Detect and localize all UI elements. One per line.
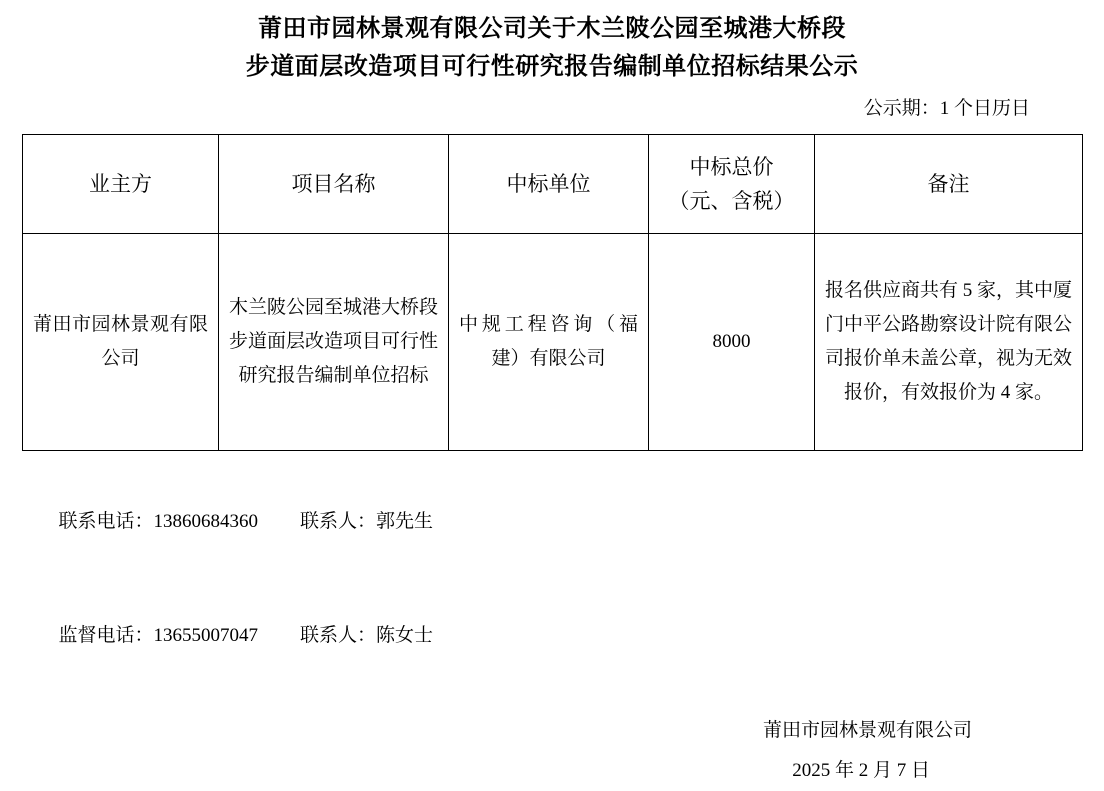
column-header-winner: 中标单位 bbox=[449, 135, 649, 234]
page-title bbox=[22, 0, 1082, 86]
contact-person-value: 郭先生 bbox=[376, 511, 434, 532]
table-header bbox=[23, 135, 1083, 234]
contact-phone-row bbox=[30, 465, 1082, 579]
table-row bbox=[23, 234, 1083, 451]
column-header-remark: 备注 bbox=[815, 135, 1083, 234]
supervise-phone-label: 监督电话： bbox=[58, 625, 154, 646]
signature-company: 莆田市园林景观有限公司 bbox=[762, 720, 972, 741]
cell-winner: 中规工程咨询（福建）有限公司 bbox=[449, 234, 649, 451]
page-title-line-1: 莆田市园林景观有限公司关于木兰陂公园至城港大桥段 bbox=[258, 16, 846, 42]
contact-person-label: 联系人： bbox=[300, 511, 377, 532]
bid-result-table bbox=[22, 134, 1083, 451]
table-header-row bbox=[23, 135, 1083, 234]
supervise-phone-value: 13655007047 bbox=[153, 625, 259, 646]
signature-block bbox=[22, 711, 1082, 791]
column-header-owner: 业主方 bbox=[23, 135, 219, 234]
page-title-line-2: 步道面层改造项目可行性研究报告编制单位招标结果公示 bbox=[245, 54, 859, 80]
cell-remark: 报名供应商共有 5 家，其中厦门中平公路勘察设计院有限公司报价单未盖公章，视为无效报价，有效报价为 4 家。 bbox=[815, 234, 1083, 451]
contact-info bbox=[30, 465, 1082, 693]
signature-date: 2025 年 2 月 7 日 bbox=[792, 760, 930, 781]
table-body bbox=[23, 234, 1083, 451]
supervise-person-value: 陈女士 bbox=[376, 625, 434, 646]
column-header-project: 项目名称 bbox=[219, 135, 449, 234]
supervise-phone-row bbox=[30, 579, 1082, 693]
column-header-price-line-1: 中标总价 bbox=[689, 155, 774, 179]
notice-period: 公示期：1 个日历日 bbox=[863, 98, 1030, 119]
contact-phone-label: 联系电话： bbox=[58, 511, 154, 532]
cell-owner: 莆田市园林景观有限公司 bbox=[23, 234, 219, 451]
supervise-person-label: 联系人： bbox=[300, 625, 377, 646]
column-header-price bbox=[649, 135, 815, 234]
column-header-price-line-2: （元、含税） bbox=[668, 189, 795, 213]
contact-phone-value: 13860684360 bbox=[153, 511, 259, 532]
cell-price: 8000 bbox=[649, 234, 815, 451]
cell-project: 木兰陂公园至城港大桥段步道面层改造项目可行性研究报告编制单位招标 bbox=[219, 234, 449, 451]
